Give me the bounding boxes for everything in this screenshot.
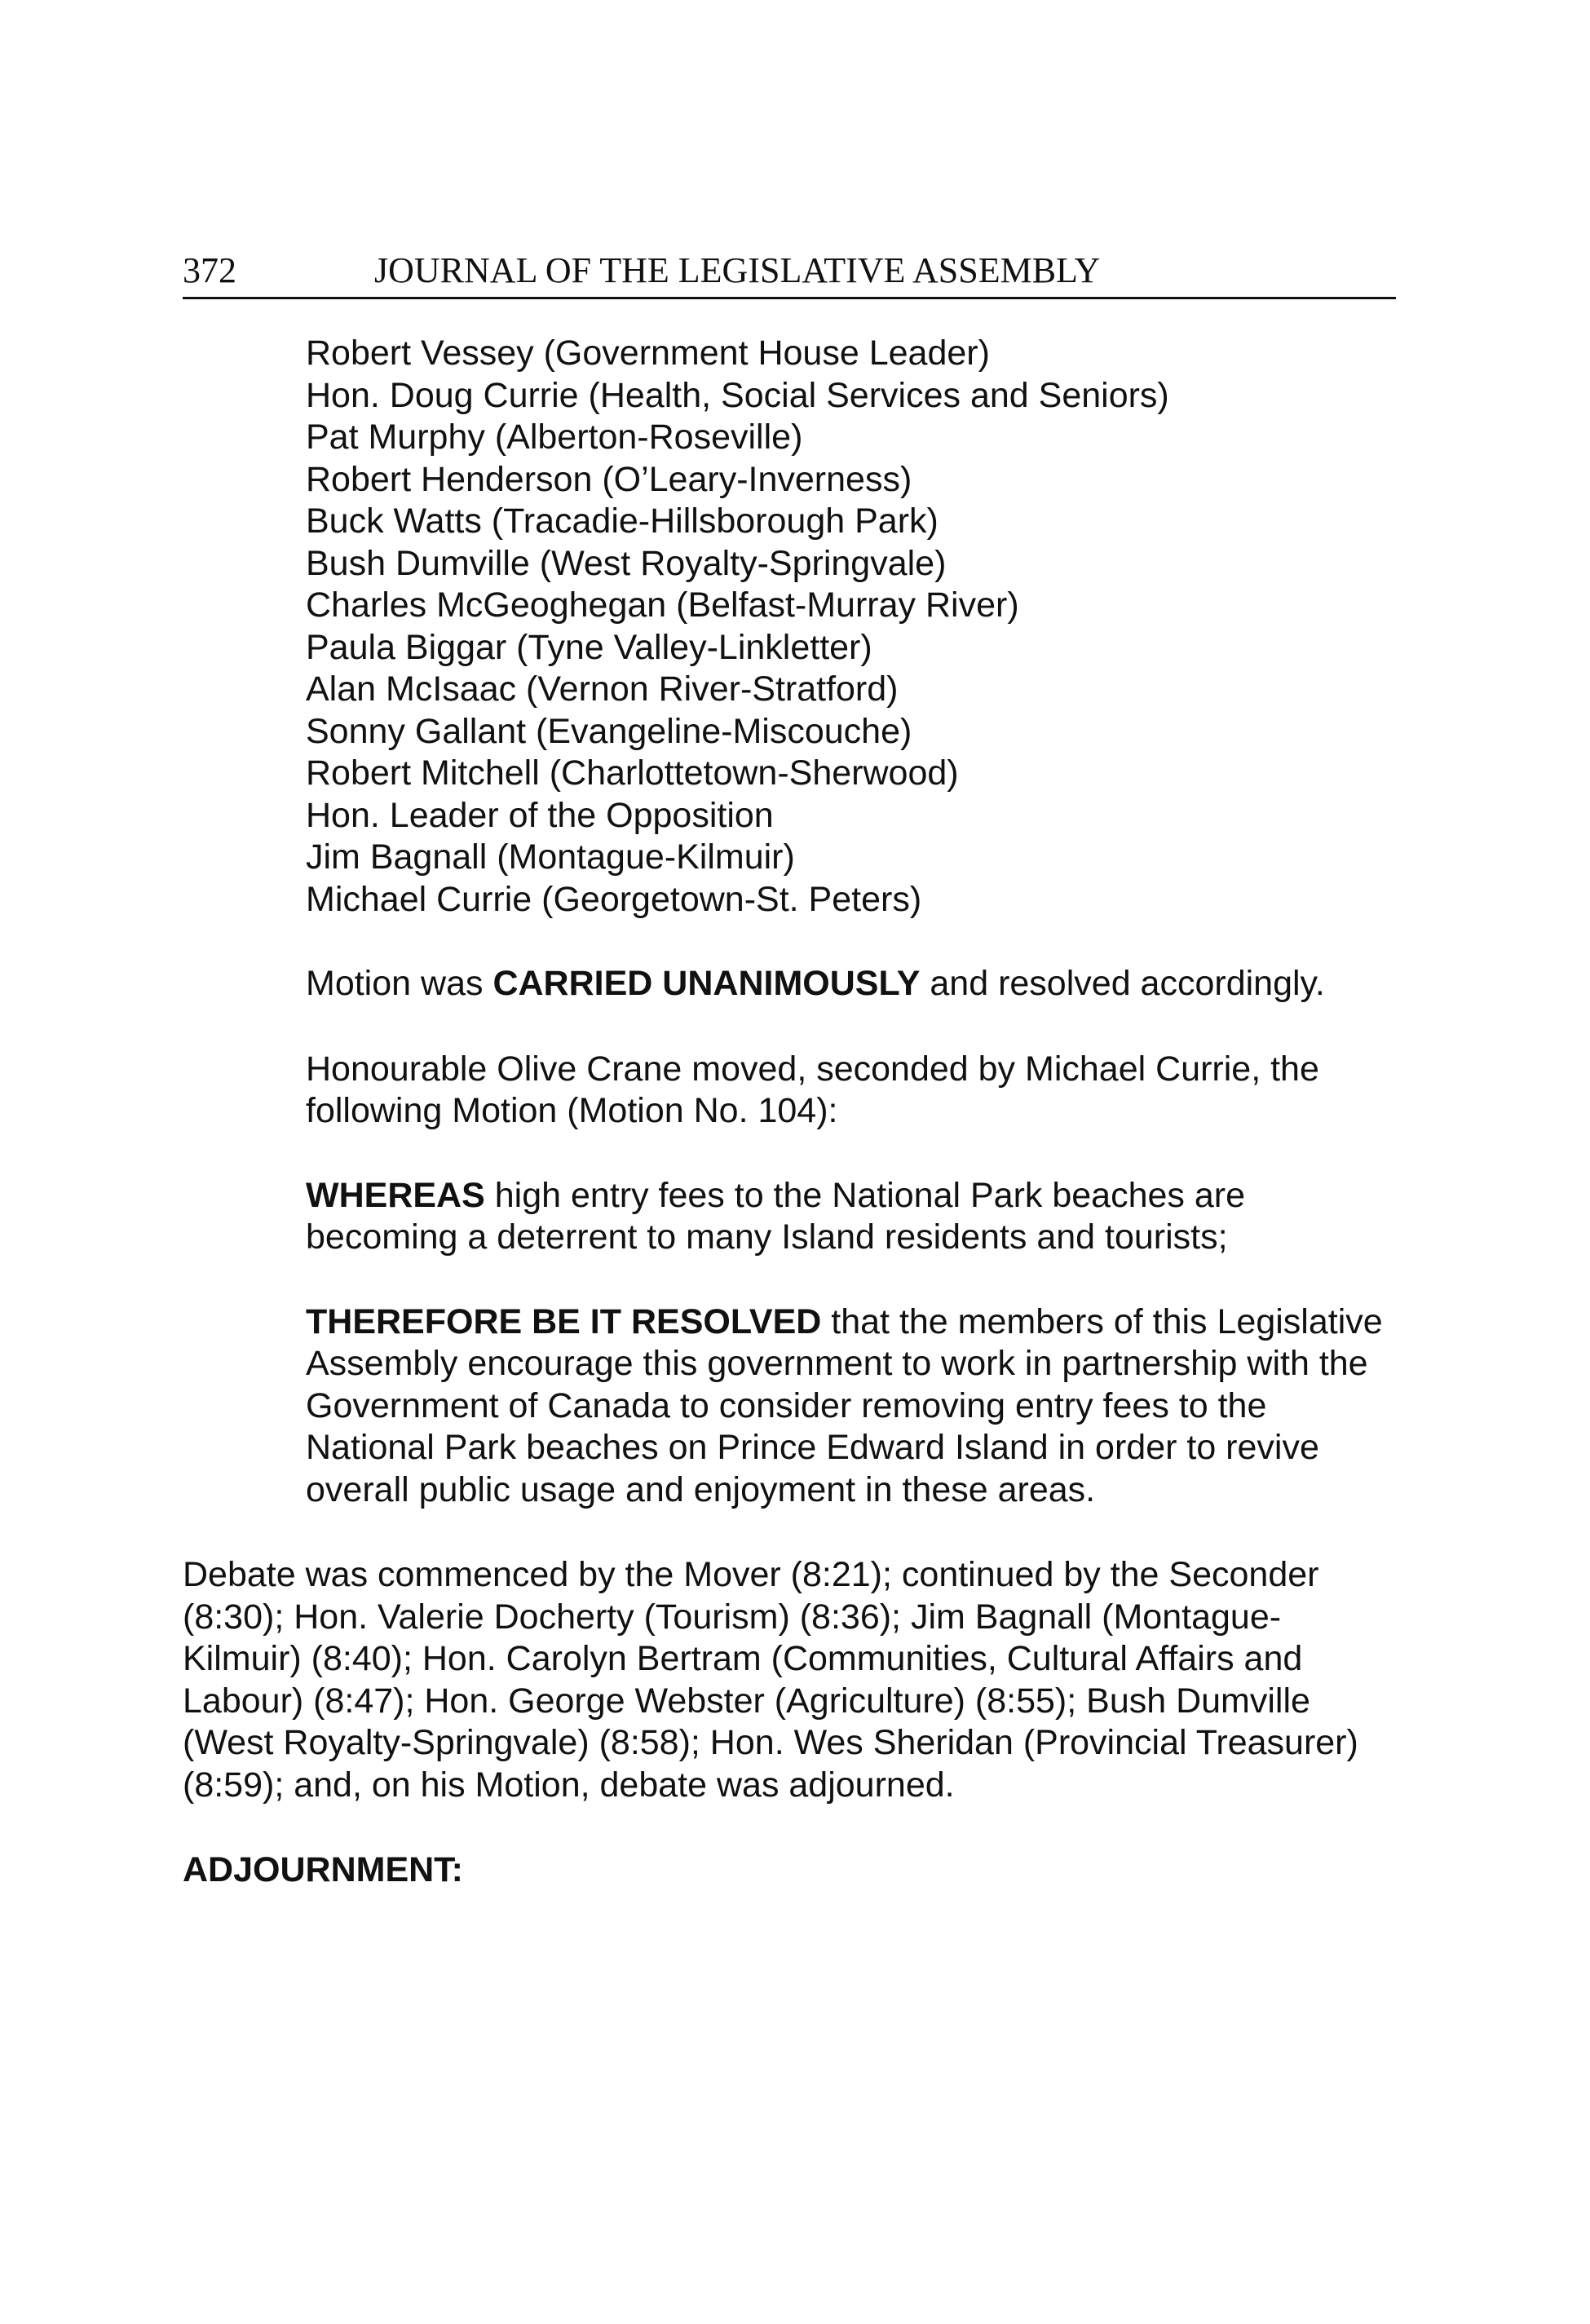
journal-content [183,333,1396,1892]
page-header [183,245,1396,299]
members-list [306,333,1396,921]
motion-result-suffix: and resolved accordingly. [920,964,1325,1003]
resolved-heading: THEREFORE BE IT RESOLVED [306,1301,822,1341]
resolved-clause [306,1301,1396,1512]
member-list-item: Robert Mitchell (Charlottetown-Sherwood) [306,753,959,793]
member-list-item: Buck Watts (Tracadie-Hillsborough Park) [306,501,939,541]
member-list-item: Paula Biggar (Tyne Valley-Linkletter) [306,627,872,667]
indented-motion-block [306,333,1396,1511]
member-list-item: Jim Bagnall (Montague-Kilmuir) [306,837,795,877]
whereas-clause [306,1175,1396,1259]
member-list-item: Charles McGeoghegan (Belfast-Murray River) [306,585,1019,625]
debate-paragraph: Debate was commenced by the Mover (8:21); continued by the Seconder (8:30); Hon. Valerie Docherty (Tourism) (8:36); Jim Bagnall (Montague-Kilmuir) (8:40); Hon. Carolyn Bertram (Communities, Cultural Affairs and Labour) (8:47); Hon. George Webster (Agriculture) (8:55); Bush Dumville (West Royalty-Springvale) (8:58); Hon. Wes Sheridan (Provincial Treasurer) (8:59); and, on his Motion, debate was adjourned. [183,1555,1358,1805]
resolved-text: that the members of this Legislative Assembly encourage this government to work in partnership with the Government of Canada to consider removing entry fees to the National Park beaches on Prince Edward Island in order to revive overall public usage and enjoyment in these areas. [306,1301,1383,1509]
member-list-item: Sonny Gallant (Evangeline-Miscouche) [306,711,912,751]
member-list-item: Pat Murphy (Alberton-Roseville) [306,418,803,457]
member-list-item: Hon. Doug Currie (Health, Social Services and Seniors) [306,375,1169,415]
whereas-heading: WHEREAS [306,1175,485,1215]
member-list-item: Alan McIsaac (Vernon River-Stratford) [306,669,899,709]
page-number: 372 [183,250,236,290]
motion-result-status: CARRIED UNANIMOUSLY [492,964,921,1003]
adjournment-heading: ADJOURNMENT: [183,1850,463,1889]
member-list-item: Robert Henderson (O’Leary-Inverness) [306,459,912,499]
member-list-item: Hon. Leader of the Opposition [306,795,774,835]
journal-title: JOURNAL OF THE LEGISLATIVE ASSEMBLY [374,250,1101,290]
motion-result-paragraph [306,963,1396,1005]
member-list-item: Robert Vessey (Government House Leader) [306,334,990,373]
member-list-item: Michael Currie (Georgetown-St. Peters) [306,879,922,919]
whereas-text: high entry fees to the National Park beaches are becoming a deterrent to many Island residents and tourists; [306,1175,1246,1257]
motion-result-prefix: Motion was [306,964,493,1003]
member-list-item: Bush Dumville (West Royalty-Springvale) [306,543,947,583]
motion-introduction-paragraph: Honourable Olive Crane moved, seconded by Michael Currie, the following Motion (Motion No. 104): [306,1049,1319,1130]
